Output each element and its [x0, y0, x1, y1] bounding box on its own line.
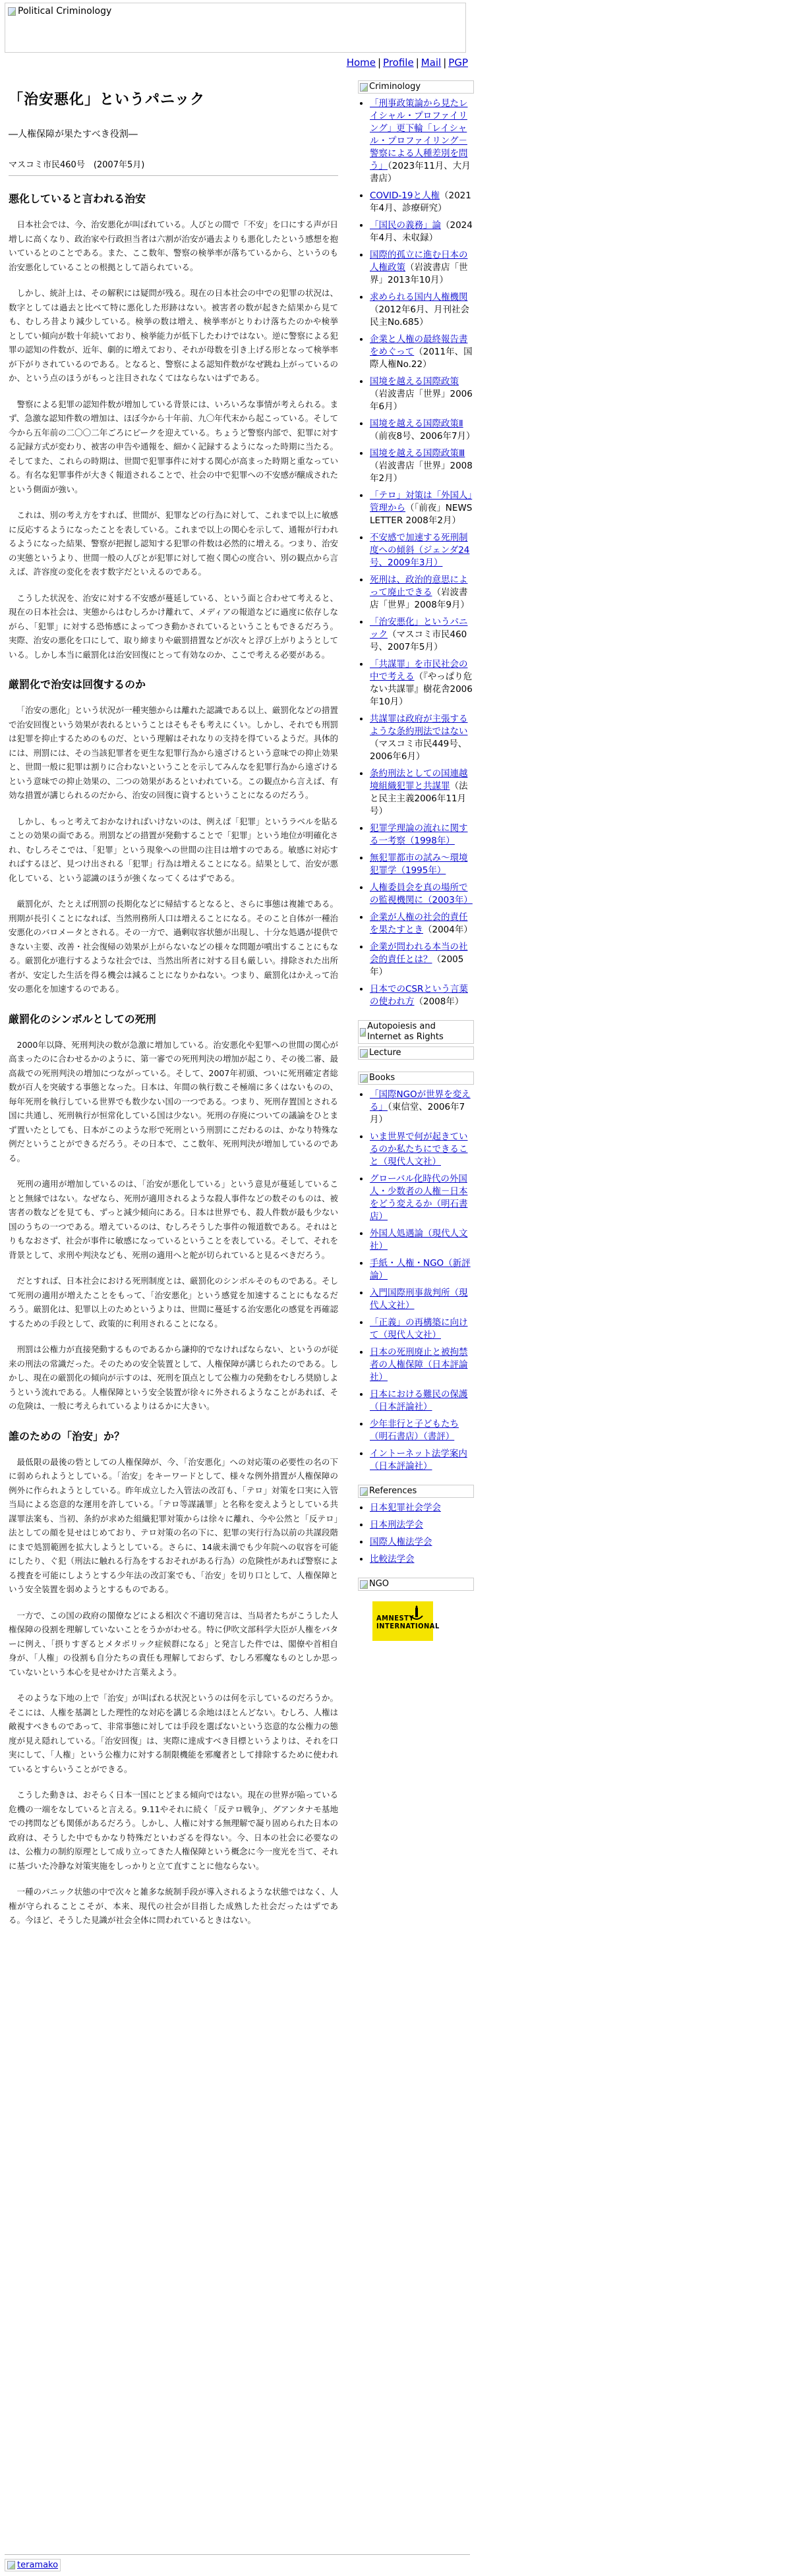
sidebar-list-item: [370, 1346, 474, 1384]
sidebar-link[interactable]: 求められる国内人権機関: [370, 292, 468, 302]
broken-image-icon: [360, 1580, 368, 1589]
paragraph: だとすれば、日本社会における死刑制度とは、厳罰化のシンボルそのものである。そして死刑の適用が増えたことをもって、「治安悪化」という感覚を加速することにもなるだろう。厳罰化は、犯罪以上のためというよりは、世間に蔓延する治安悪化の感覚を再確認するための手段として、政策的に利用されることになる。: [9, 1276, 339, 1329]
paragraph: 「治安の悪化」という状況が一種実態からは離れた認識である以上、厳罰化などの措置で治安回復という効果が表れるということはそもそも考えにくい。しかし、それでも刑罰は犯罪を抑止するためのものだ、という理解はそれなりの支持を得ているようだ。具体的には、刑罰には、その当該犯罪者を更生な犯罪行為から遠ざけるという意味での抑止効果と、世間一般に犯罪は割りに合わないということを示してみんなを犯罪行為から遠ざけるという意味での抑止効果の、二つの効果があるといわれている。この観点から言えば、有効な措置が講じられるのだから、治安の回復に資するということになるのだろう。: [9, 705, 339, 800]
sidebar-list-item: [370, 190, 474, 215]
sidebar-note: （岩波書店「世界」2008年2月）: [370, 461, 473, 484]
sidebar-note: （『やっぱり危ない共謀罪』樹花舎2006年10月）: [370, 672, 473, 707]
amnesty-logo[interactable]: [372, 1601, 440, 1641]
paragraph: 刑罰は公権力が直接発動するものであるから謙抑的でなければならない、というのが従来の刑法の常識だった。そのための安全装置として、人権保障が講じられたのである。しかし、現在の厳罰化の傾向が示すのは、死刑を頂点として公権力の発動をむしろ奨励しようという流れである。人権保障という安全装置が徐々に外されるようなことがあれば、その危険は、一般に考えられているよりはるかに大きい。: [9, 1344, 339, 1411]
sidebar-note: （岩波書店「世界」2008年9月）: [370, 587, 469, 610]
sidebar-list-item: [370, 1448, 474, 1473]
sidebar-link[interactable]: 人権委員会を真の場所での監視機関に（2003年）: [370, 882, 473, 905]
sidebar-note: （岩波書店「世界」2006年6月）: [370, 389, 473, 412]
sidebar-link[interactable]: 企業と人権の最終報告書をめぐって: [370, 334, 468, 357]
sidebar-list-item: [370, 713, 474, 763]
sidebar: [358, 80, 474, 1641]
criminology-label: Criminology: [369, 82, 421, 92]
article-meta: マスコミ市民460号 (2007年5月): [9, 157, 338, 176]
references-list: [358, 1502, 474, 1566]
sidebar-link[interactable]: 手紙・人権・NGO（新評論）: [370, 1258, 471, 1281]
sidebar-list-item: [370, 1131, 474, 1168]
sidebar-list-item: [370, 1257, 474, 1282]
sidebar-link[interactable]: 企業が問われる本当の社会的責任とは？: [370, 942, 468, 965]
sidebar-link[interactable]: 国境を越える国際政策: [370, 376, 459, 387]
paragraph: 警察による犯罪の認知件数が増加している背景には、いろいろな事情が考えられる。まず、急激な認知件数の増加は、ほぼ今から十年前、九〇年代末から起こっている。そして今から五年前の二〇〇二年ごろにピークを迎えている。ちょうど警察内部で、犯罪に対する記録方式が変わり、被害の申告や通報を、細かく記録するようになった時期に当たる。そしてまた、これらの時期は、世間で犯罪事件に対する関心が高まった時期と重なっている。有名な犯罪事件が大きく報道されることで、社会の中で犯罪への不安感が醸成されたという側面が強い。: [9, 399, 339, 494]
paragraph: 一種のパニック状態の中で次々と雑多な統制手段が導入されるような状態ではなく、人権が守られることこそが、本来、現代の社会が目指した成熟した社会だったはずである。今ほど、そうした見識が社会全体に問われているときはない。: [9, 1887, 338, 1925]
autopoiesis-label: Autopoiesis and Internet as Rights: [367, 1021, 444, 1042]
article-title: 「治安悪化」というパニック: [9, 92, 206, 108]
broken-image-icon: [360, 1074, 368, 1083]
sidebar-list-item: [370, 291, 474, 329]
sidebar-list-item: [370, 574, 474, 612]
sidebar-link[interactable]: 「国民の義務」論: [370, 220, 441, 231]
sidebar-list-item: [370, 490, 474, 527]
broken-image-icon: [360, 1028, 366, 1037]
criminology-header: [358, 80, 474, 94]
sidebar-note: （法と民主主義2006年11月号）: [370, 781, 468, 816]
sidebar-list-item: [370, 882, 474, 907]
site-banner: [5, 3, 466, 53]
paragraph: 厳罰化が、たとえば刑罰の長期化などに帰結するとなると、さらに事態は複雑である。刑期が長引くことになれば、当然刑務所人口は増えることになる。そのこと自体が一種治安悪化のバロメータとされる。その一方で、過剰収容状態が出現し、十分な処遇が提供できない主要、改善・社会復帰の効果が上がらないなどの様々な問題が噴出することにもなる。厳罰化が進行するような社会では、当然出所者に対する目も厳しい。排除された出所者が、安定した生活を得る機会は減ることになりかねない。つまり、厳罰化はかえって治安の悪化を加速するのである。: [9, 899, 339, 994]
footer-badge[interactable]: [5, 2559, 61, 2571]
sidebar-list-item: [370, 249, 474, 287]
references-label: References: [369, 1486, 417, 1496]
banner-alt-text: Political Criminology: [18, 6, 112, 16]
sidebar-link[interactable]: 国境を越える国際政策Ⅱ: [370, 418, 463, 429]
sidebar-note: （岩波書店「世界」2013年10月）: [370, 262, 468, 285]
section-heading: 悪化していると言われる治安: [9, 192, 146, 205]
paragraph: 日本社会では、今、治安悪化が叫ばれている。人びとの間で「不安」を口にする声が日増しに高くなり、政治家や行政担当者は六割が治安が過去よりも悪化したという感想を抱いているとのことである。また、ここ数年、警察の検挙率が落ちているから、というのも治安悪化していることの根拠として語られている。: [9, 219, 339, 272]
sidebar-list-item: [370, 1317, 474, 1342]
top-nav: [343, 57, 468, 69]
sidebar-link[interactable]: 少年非行と子どもたち（明石書店）（書評）: [370, 1419, 459, 1442]
nav-mail-link[interactable]: Mail: [421, 57, 442, 69]
sidebar-list-item: [370, 1502, 474, 1514]
sidebar-list-item: [370, 822, 474, 847]
sidebar-link[interactable]: 「治安悪化」というパニック: [370, 617, 468, 640]
nav-separator: |: [415, 57, 419, 69]
sidebar-list-item: [370, 219, 474, 244]
sidebar-link[interactable]: COVID-19と人権: [370, 190, 440, 201]
nav-profile-link[interactable]: Profile: [383, 57, 414, 69]
sidebar-link[interactable]: 「国際NGOが世界を変える」: [370, 1089, 471, 1112]
broken-image-icon: [8, 7, 16, 16]
sidebar-note: （前夜8号、2006年7月）: [370, 431, 475, 442]
sidebar-link[interactable]: グローバル化時代の外国人・少数者の人権－日本をどう変えるか（明石書店）: [370, 1174, 468, 1222]
paragraph: こうした動きは、おそらく日本一国にとどまる傾向ではない。現在の世界が陥っている危機の一端をなしていると言える。9.11やそれに続く「反テロ戦争」、グアンタナモ基地での拷問なども関係があるだろう。しかし、人権に対する無理解で凝り固められた日本の政府は、そうした中でもかなり特殊だといわざるを得ない。今、日本の社会に必要なのは、公権力の制約原理として成り立ってきた人権保障という概念に今一度光を当て、それに基づいた冷静な対策実施をしっかりと立て直すことに他ならない。: [9, 1790, 339, 1871]
sidebar-note: （2012年6月、月刊社会民主No.685）: [370, 304, 469, 328]
broken-image-icon: [360, 83, 368, 92]
sidebar-link[interactable]: 企業が人権の社会的責任を果たすとき: [370, 912, 468, 935]
sidebar-list-item: [370, 98, 474, 185]
sidebar-note: （2023年11月、大月書店）: [370, 161, 471, 184]
sidebar-link[interactable]: イントーネット法学案内（日本評論社）: [370, 1448, 467, 1472]
sidebar-note: （2005年）: [370, 954, 464, 977]
nav-separator: |: [377, 57, 382, 69]
sidebar-list-item: [370, 1089, 474, 1126]
lecture-label: Lecture: [369, 1048, 401, 1058]
nav-separator: |: [443, 57, 447, 69]
sidebar-link[interactable]: 不安感で加速する死刑制度への傾斜（ジェンダ24号、2009年3月）: [370, 532, 470, 568]
sidebar-list-item: [370, 941, 474, 979]
sidebar-note: （2021年4月、診療研究）: [370, 190, 471, 214]
sidebar-link[interactable]: 入門国際刑事裁判所（現代人文社）: [370, 1288, 468, 1311]
broken-image-icon: [7, 2561, 15, 2569]
sidebar-list-item: [370, 1287, 474, 1312]
sidebar-note: （2008年）: [414, 996, 464, 1007]
sidebar-list-item: [370, 1388, 474, 1414]
sidebar-link[interactable]: 「テロ」対策は「外国人」管理から: [370, 490, 473, 513]
sidebar-link[interactable]: 外国人処遇論（現代人文社）: [370, 1228, 468, 1251]
article-subtitle: ―人権保障が果たすべき役割―: [9, 129, 138, 140]
paragraph: しかし、統計上は、その解釈には疑問が残る。現在の日本社会の中での犯罪の状況は、数字としては過去と比べて特に悪化した形跡はない。被害者の数が起きた結果から見ても、むしろ昔より減少している。検挙の数は増え、検挙率がとりわけ落ちたのかや検挙としてい傾向が数十年続いており、検挙能力が低下したわけではない。逆に警察による犯罪の認知の件数が、近年、劇的に増えており、それが母数を引き上げる形となって検挙率が下がりされているのである。となると、警察による認知件数がなぜ跳ね上がっているのか、という点のほうがもっと注目されなくてはならないはずである。: [9, 288, 339, 383]
sidebar-list-item: [370, 1519, 474, 1531]
sidebar-list-item: [370, 532, 474, 569]
sidebar-list-item: [370, 1553, 474, 1566]
broken-image-icon: [360, 1487, 368, 1496]
paragraph: 一方で、この国の政府の閣僚などによる相次ぐ不適切発言は、当局者たちがこうした人権保障の役割を理解していないことをうかがわせる。特に伊吹文部科学大臣が人権をバターに例え、「摂りすぎるとメタボリック症候群になる」と発言した件では、閣僚や首相自身が、「人権」の役割も自分たちの責任も理解しておらず、むしろ邪魔なものとしか思っていないという本心を見せかけた言葉えよう。: [9, 1610, 339, 1677]
section-heading: 厳罰化で治安は回復するのか: [9, 678, 146, 691]
nav-pgp-link[interactable]: PGP: [448, 57, 468, 69]
paragraph: 死刑の適用が増加しているのは、「治安が悪化している」という意見が蔓延していることと無縁ではない。なぜなら、死刑が適用されるような殺人事件などの数そのものは、被害者の数などを見ても、ずっと減少傾向にある。日本は世界でも、殺人件数が最も少ない国のうちの一つである。増えているのは、むしろそうした事件の報道数である。それはとりもなおさず、社会が事件に敏感になっているということを表している。そして、それを背景として、求刑や判決なども、死刑の適用へと舵が切られていると見るべきだろう。: [9, 1179, 339, 1260]
references-header: [358, 1485, 474, 1498]
sidebar-list-item: [370, 616, 474, 654]
sidebar-list-item: [370, 1536, 474, 1549]
sidebar-link[interactable]: 「刑事政策論から見たレイシャル・プロファイリング」更下輪「レイシャル・プロファイリング－警察による人種差別を問う」: [370, 98, 468, 171]
sidebar-list-item: [370, 658, 474, 708]
sidebar-link[interactable]: 国際人権法学会: [370, 1537, 432, 1547]
sidebar-link[interactable]: 死刑は、政治的意思によって廃止できる: [370, 575, 468, 598]
books-header: [358, 1072, 474, 1085]
sidebar-note: （マスコミ市民460号、2007年5月）: [370, 629, 467, 652]
paragraph: 最低限の最後の砦としての人権保障が、今、「治安悪化」への対応策の必要性の名の下に弱められようとしている。「治安」をキーワードとして、様々な例外措置が人権保障の例外に作られようとしている。昨年成立した入管法の改訂も、「テロ」対策を口実に入管当局による恣意的な運用を許している。「テロ等謀議罪」と名称を変えようとしている共謀罪法案も、当初、条約が求めた組織犯罪対策からは徐々に離れ、今や公然と「反テロ」法としての顔を見せはじめており、テロ対策の名の下に、犯罪の実行行為以前の共謀段階にまで処罰範囲を拡大しようとしている。さらに、14歳未満でも少年院への収容を可能にしたり、ぐ犯（刑法に触れる行為をするおそれがある行為）の危険性があれば警察による捜査を可能にしようとする少年法の改訂案でも、「治安」を切り口として、人権保障という安全装置を弱めようとするものである。: [9, 1456, 339, 1594]
books-list: [358, 1089, 474, 1473]
sidebar-link[interactable]: 「正義」の再構築に向けて（現代人文社）: [370, 1317, 468, 1340]
sidebar-list-item: [370, 911, 474, 936]
sidebar-note: （2004年）: [423, 925, 473, 935]
nav-home-link[interactable]: Home: [346, 57, 376, 69]
footer-link[interactable]: teramako: [17, 2560, 59, 2570]
sidebar-link[interactable]: 無犯罪都市の試み～環境犯罪学（1995年）: [370, 853, 468, 876]
banner-image: [8, 6, 111, 16]
sidebar-list-item: [370, 333, 474, 371]
sidebar-link[interactable]: 犯罪学理論の流れに関する一考察（1998年）: [370, 823, 468, 846]
sidebar-note: （2011年、国際人権No.22）: [370, 347, 473, 370]
sidebar-link[interactable]: 「共謀罪」を市民社会の中で考える: [370, 659, 468, 682]
sidebar-list-item: [370, 768, 474, 818]
sidebar-list-item: [370, 376, 474, 413]
criminology-list: [358, 98, 474, 1008]
sidebar-list-item: [370, 852, 474, 877]
sidebar-link[interactable]: 国境を越える国際政策Ⅲ: [370, 448, 465, 459]
sidebar-link[interactable]: 比較法学会: [370, 1554, 415, 1564]
sidebar-link[interactable]: 日本における難民の保護（日本評論社）: [370, 1389, 468, 1412]
lecture-header[interactable]: [358, 1046, 474, 1060]
footer: [5, 2559, 61, 2571]
sidebar-list-item: [370, 1418, 474, 1443]
sidebar-link[interactable]: 日本でのCSRという言葉の使われ方: [370, 984, 468, 1007]
sidebar-list-item: [370, 418, 474, 443]
section-heading: 誰のための「治安」か？: [9, 1429, 125, 1443]
sidebar-link[interactable]: 日本犯罪社会学会: [370, 1503, 441, 1513]
books-label: Books: [369, 1073, 396, 1083]
broken-image-icon: [360, 1049, 368, 1058]
paragraph: しかし、もっと考えておかなければいけないのは、例えば「犯罪」というラベルを貼ることの効果の面である。刑罰などの措置が発動することで「犯罪」という地位が明確化され、むしろそこでは、「犯罪」という現象への世間の注目は増すのである。敏感に対応すればするほど、見つけ出される「犯罪」行為は増えることになる。結果として、治安が悪化している、という認識のほうが強くなってくるはずである。: [9, 816, 339, 883]
sidebar-link[interactable]: いま世界で何が起きているのか私たちにできること（現代人文社）: [370, 1131, 468, 1167]
ngo-header: [358, 1578, 474, 1591]
sidebar-note: （2024年4月、未収録）: [370, 220, 473, 243]
sidebar-list-item: [370, 1228, 474, 1253]
amnesty-text: [376, 1615, 440, 1630]
footer-divider: [5, 2554, 470, 2555]
paragraph: 2000年以降、死刑判決の数が急激に増加している。治安悪化や犯罪への世間の関心が高まったのに合わせるかのように、第一審での死刑判決の増加が起こり、その後二審、最高裁での死刑判決の増加につながっている。そして、2007年初頭、ついに死刑確定者総数が百人を突破する事態となった。日本は、年間の執行数こそ極端に多くはないものの、毎年死刑を執行している世界でも数少ない国の一つである。つまり、死刑存置国とされる国に共通し、死刑執行が恒常化している国は少ない。死刑の存廃についての議論をひとまず置いたとしても、日本がこのような形で死刑という刑罰にこだわるのは、かなり特殊な例だということができるだろう。その日本で、ここ数年、死刑判決が増加しているのである。: [9, 1039, 339, 1163]
amnesty-label: AMNESTY INTERNATIONAL: [376, 1614, 440, 1630]
sidebar-link[interactable]: 共謀罪は政府が主張するような条約刑法ではない: [370, 714, 468, 737]
sidebar-link[interactable]: 日本刑法学会: [370, 1520, 423, 1530]
paragraph: そのような下地の上で「治安」が叫ばれる状況というのは何を示しているのだろうか。そこには、人権を基調とした理性的な対応を講じる余地はほとんどない。むしろ、人権は敵視すべきものであって、非常事態に対しては手段を選ばないという恣意的な公権力の態度が見え隠れしている。「治安回復」は、実際に達成すべき目標というよりは、それを口実にして、「人権」という公権力に対する制限機能を邪魔者として排除するために使われているとすらいうことができる。: [9, 1693, 339, 1774]
sidebar-link[interactable]: 条約刑法としての国連越境組織犯罪と共謀罪: [370, 768, 468, 791]
sidebar-note: （マスコミ市民449号、2006年6月）: [370, 739, 467, 762]
ngo-label: NGO: [369, 1579, 390, 1589]
section-heading: 厳罰化のシンボルとしての死刑: [9, 1012, 156, 1025]
sidebar-list-item: [370, 983, 474, 1008]
paragraph: こうした状況を、治安に対する不安感が蔓延している、という面と合わせて考えると、現在の日本社会は、実態からはむしろかけ離れて、メディアの報道などに過度に依存しながら、「犯罪」に対する恐怖感によってつき動かされているということもできるだろう。実際、治安の悪化を口にして、取り締まりや厳罰措置などが次々と浮び上がりようとしている。しかし本当に厳罰化は治安回復にとって有効なのか、ここで考える必要がある。: [9, 592, 339, 660]
sidebar-link[interactable]: 国際的孤立に進む日本の人権政策: [370, 250, 468, 273]
paragraph: これは、別の考え方をすれば、世間が、犯罪などの行為に対して、これまで以上に敏感に反応するようになったことを表している。これまで以上の関心を示して、通報が行われるようになった結果、警察が把握し認知する犯罪の件数は必然的に増える。つまり、治安の実態というより、世間一般の人びとが犯罪に対して抱く関心の度合い、別の観点から言えば、許容度の変化を表す数字だといえるのである。: [9, 510, 339, 577]
sidebar-list-item: [370, 447, 474, 485]
sidebar-note: （「前夜」NEWS LETTER 2008年2月）: [370, 503, 473, 526]
sidebar-list-item: [370, 1173, 474, 1223]
article: [9, 71, 338, 1928]
autopoiesis-header[interactable]: [358, 1020, 474, 1044]
sidebar-note: （東信堂、2006年7月）: [370, 1102, 465, 1125]
sidebar-link[interactable]: 日本の死刑廃止と被拘禁者の人権保障（日本評論社）: [370, 1347, 468, 1383]
